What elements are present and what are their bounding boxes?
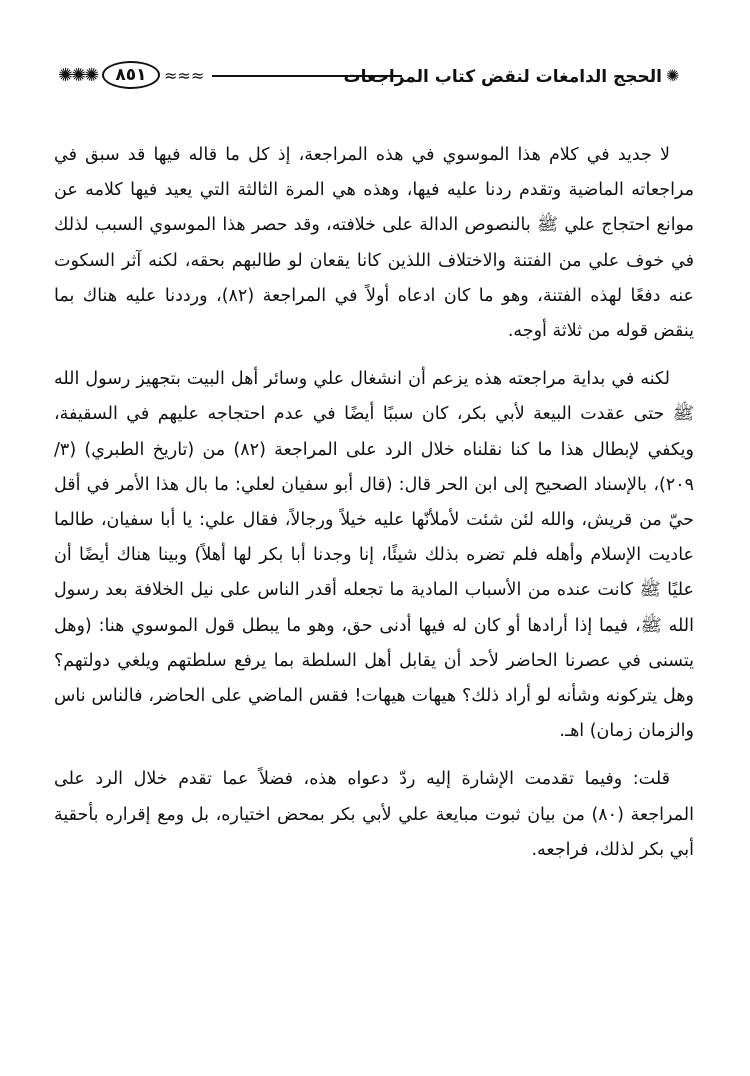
page-body	[54, 138, 694, 881]
page-number: ٨٥١	[102, 61, 160, 89]
page-header	[58, 58, 686, 94]
right-ornament-icon: ✺	[666, 66, 680, 85]
paragraph: قلت: وفيما تقدمت الإشارة إليه ردّ دعواه هذه، فضلاً عما تقدم خلال الرد على المراجعة (٨٠) من بيان ثبوت مبايعة علي لأبي بكر بمحض اختياره، بل ومع إقراره بأحقية أبي بكر لذلك، فراجعه.	[54, 769, 694, 860]
running-title: الحجج الدامغات لنقض كتاب المراجعات	[343, 67, 662, 87]
paragraph: لا جديد في كلام هذا الموسوي في هذه المراجعة، إذ كل ما قاله فيها قد سبق في مراجعاته الماضية وتقدم ردنا عليه فيها، وهذه هي المرة الثالثة التي يعيد فيها كلامه عن موانع احتجاج علي ﷺ بالنصوص الدالة على خلافته، وقد حصر هذا الموسوي السبب لذلك في خوف علي من الفتنة والاختلاف اللذين كانا يقعان لو طالبهم بحقه، لكنه آثر السكوت عنه دفعًا لهذه الفتنة، وهو ما كان ادعاه أولاً في المراجعة (٨٢)، ورددنا عليه هناك بما ينقض قوله من ثلاثة أوجه.	[54, 145, 695, 342]
flourish-icon: ≈≈≈	[164, 66, 205, 85]
paragraph: لكنه في بداية مراجعته هذه يزعم أن انشغال علي وسائر أهل البيت بتجهيز رسول الله ﷺ حتى عقدت البيعة لأبي بكر، كان سببًا أيضًا في عدم احتجاجه عليهم في السقيفة، ويكفي لإبطال هذا ما كنا نقلناه خلال الرد على المراجعة (٨٢) من (تاريخ الطبري) (٣/ ٢٠٩)، بالإسناد الصحيح إلى ابن الحر قال: (قال أبو سفيان لعلي: ما بال هذا الأمر في أقل حيّ من قريش، والله لئن شئت لأملأنّها عليه خيلاً ورجالاً، فقال علي: يا أبا سفيان، طالما عاديت الإسلام وأهله فلم تضره بذلك شيئًا، إنا وجدنا أبا بكر لها أهلاً) وبينا هناك أيضًا أن عليًا ﷺ كانت عنده من الأسباب المادية ما تجعله أقدر الناس على نيل الخلافة بعد رسول الله ﷺ، فيما إذا أرادها أو كان له فيها أدنى حق، وهو ما يبطل قول الموسوي هنا: (وهل يتسنى في عصرنا الحاضر لأحد أن يقابل أهل السلطة بما يرفع سلطتهم ويلغي دولتهم؟ وهل يتركونه وشأنه لو أراد ذلك؟ هيهات هيهات! فقس الماضي على الحاضر، فالناس ناس والزمان زمان) اهـ.	[54, 369, 694, 742]
left-ornament-icon: ✺✺✺	[58, 65, 98, 86]
